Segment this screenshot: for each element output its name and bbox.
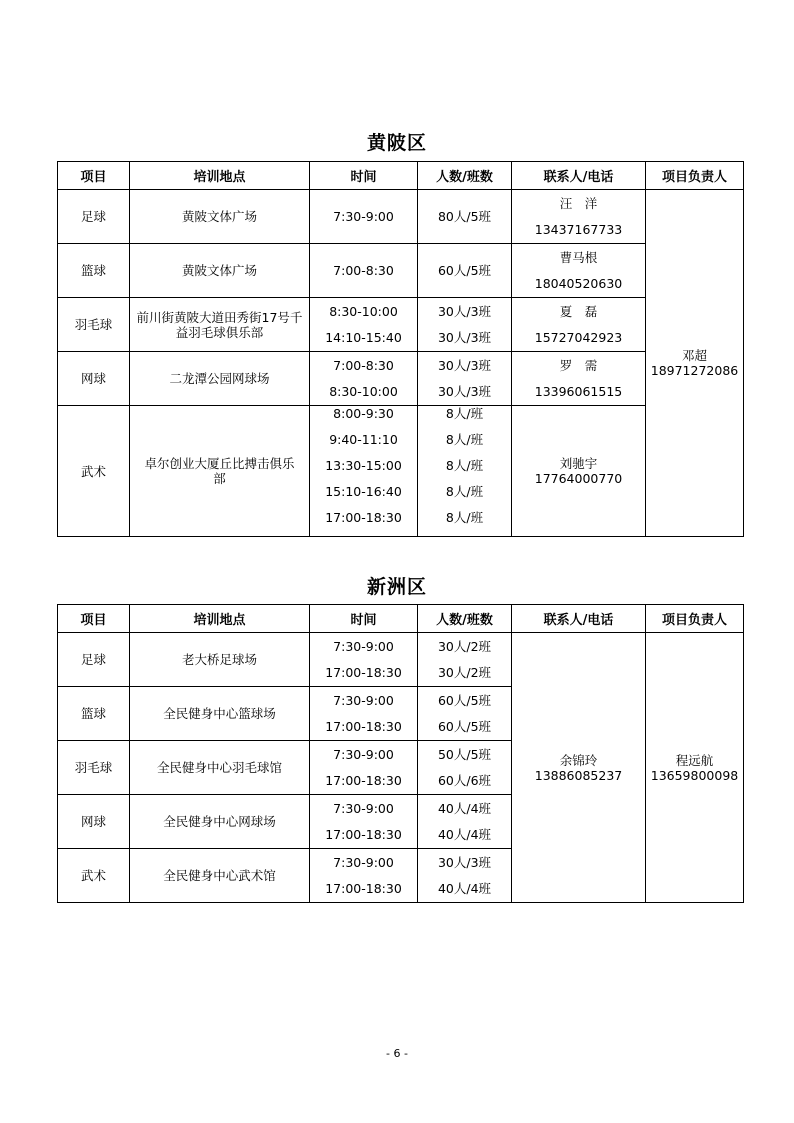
count-cell: 40人/4班 xyxy=(418,795,512,822)
location-cell: 老大桥足球场 xyxy=(130,633,310,687)
section-title-huangpi: 黄陂区 xyxy=(366,132,427,154)
count-cell: 30人/3班 xyxy=(418,352,512,379)
sport-cell: 武术 xyxy=(58,406,130,537)
count-slot: 8人/班 xyxy=(445,484,484,499)
leader-name: 邓超 xyxy=(681,348,707,363)
location-cell: 二龙潭公园网球场 xyxy=(130,352,310,406)
time-slot: 15:10-16:40 xyxy=(325,484,402,499)
count-cell: 50人/5班 xyxy=(418,741,512,768)
count-cell xyxy=(418,406,512,537)
sport-cell: 羽毛球 xyxy=(58,741,130,795)
time-cell: 8:30-10:00 xyxy=(310,379,418,406)
sport-cell: 篮球 xyxy=(58,687,130,741)
header-contact: 联系人/电话 xyxy=(512,162,646,190)
count-slot: 8人/班 xyxy=(445,458,484,473)
location-cell: 黄陂文体广场 xyxy=(130,190,310,244)
header-sport: 项目 xyxy=(58,605,130,633)
sport-cell: 武术 xyxy=(58,849,130,903)
table-row xyxy=(58,244,744,271)
time-cell: 7:30-9:00 xyxy=(310,849,418,876)
location-cell: 前川街黄陂大道田秀街17号千益羽毛球俱乐部 xyxy=(130,298,310,352)
leader-phone: 18971272086 xyxy=(650,363,739,378)
count-slot: 8人/班 xyxy=(445,510,484,525)
header-count: 人数/班数 xyxy=(418,605,512,633)
sport-cell: 足球 xyxy=(58,633,130,687)
location-cell: 全民健身中心羽毛球馆 xyxy=(130,741,310,795)
time-cell: 7:30-9:00 xyxy=(310,741,418,768)
count-cell: 30人/2班 xyxy=(418,633,512,660)
time-slot: 13:30-15:00 xyxy=(325,458,402,473)
count-cell: 60人/5班 xyxy=(418,244,512,298)
schedule-table-xinzhou xyxy=(57,604,744,903)
time-cell: 17:00-18:30 xyxy=(310,876,418,903)
count-slot: 8人/班 xyxy=(445,432,484,447)
contact-phone: 18040520630 xyxy=(512,271,646,298)
sport-cell: 足球 xyxy=(58,190,130,244)
contact-cell xyxy=(512,406,646,537)
count-cell: 60人/5班 xyxy=(418,714,512,741)
time-cell: 14:10-15:40 xyxy=(310,325,418,352)
time-cell: 7:30-9:00 xyxy=(310,687,418,714)
count-cell: 80人/5班 xyxy=(418,190,512,244)
time-slot: 8:00-9:30 xyxy=(333,406,394,421)
header-contact: 联系人/电话 xyxy=(512,605,646,633)
count-cell: 30人/3班 xyxy=(418,325,512,352)
count-cell: 40人/4班 xyxy=(418,822,512,849)
sport-cell: 网球 xyxy=(58,352,130,406)
time-cell: 7:30-9:00 xyxy=(310,795,418,822)
location-cell: 全民健身中心网球场 xyxy=(130,795,310,849)
time-cell: 17:00-18:30 xyxy=(310,822,418,849)
contact-phone: 15727042923 xyxy=(512,325,646,352)
table-header-row xyxy=(58,605,744,633)
header-leader: 项目负责人 xyxy=(646,605,744,633)
contact-phone: 13396061515 xyxy=(512,379,646,406)
time-cell: 17:00-18:30 xyxy=(310,714,418,741)
leader-phone: 13659800098 xyxy=(650,767,739,783)
count-cell: 30人/3班 xyxy=(418,298,512,325)
leader-cell xyxy=(646,190,744,537)
schedule-table-huangpi xyxy=(57,161,744,537)
leader-cell xyxy=(646,633,744,903)
contact-name: 余锦玲 xyxy=(559,752,598,768)
count-slot: 8人/班 xyxy=(445,406,484,421)
count-cell: 30人/3班 xyxy=(418,379,512,406)
sport-cell: 羽毛球 xyxy=(58,298,130,352)
count-cell: 60人/6班 xyxy=(418,768,512,795)
header-leader: 项目负责人 xyxy=(646,162,744,190)
table-row xyxy=(58,352,744,379)
location-cell: 全民健身中心篮球场 xyxy=(130,687,310,741)
contact-cell xyxy=(512,633,646,903)
location-cell: 黄陂文体广场 xyxy=(130,244,310,298)
contact-name: 刘驰宇 xyxy=(559,456,598,471)
contact-name: 汪 洋 xyxy=(512,190,646,217)
leader-name: 程远航 xyxy=(675,752,714,768)
table-row xyxy=(58,190,744,217)
sport-cell: 篮球 xyxy=(58,244,130,298)
contact-name: 夏 磊 xyxy=(512,298,646,325)
section-title-xinzhou: 新洲区 xyxy=(366,576,427,598)
header-time: 时间 xyxy=(310,162,418,190)
time-cell: 7:00-8:30 xyxy=(310,244,418,298)
header-count: 人数/班数 xyxy=(418,162,512,190)
time-cell: 17:00-18:30 xyxy=(310,660,418,687)
table-row xyxy=(58,298,744,325)
time-cell xyxy=(310,406,418,537)
location-cell: 卓尔创业大厦丘比搏击俱乐部 xyxy=(130,406,310,537)
contact-phone: 17764000770 xyxy=(534,471,623,486)
header-location: 培训地点 xyxy=(130,162,310,190)
contact-name: 罗 需 xyxy=(512,352,646,379)
table-header-row xyxy=(58,162,744,190)
page-number: - 6 - xyxy=(386,1047,408,1060)
contact-name: 曹马根 xyxy=(512,244,646,271)
location-cell: 全民健身中心武术馆 xyxy=(130,849,310,903)
header-time: 时间 xyxy=(310,605,418,633)
sport-cell: 网球 xyxy=(58,795,130,849)
time-slot: 17:00-18:30 xyxy=(325,510,402,525)
table-row xyxy=(58,633,744,660)
count-cell: 60人/5班 xyxy=(418,687,512,714)
contact-phone: 13886085237 xyxy=(534,767,623,783)
count-cell: 40人/4班 xyxy=(418,876,512,903)
header-sport: 项目 xyxy=(58,162,130,190)
time-cell: 17:00-18:30 xyxy=(310,768,418,795)
count-cell: 30人/3班 xyxy=(418,849,512,876)
contact-phone: 13437167733 xyxy=(512,217,646,244)
time-cell: 7:30-9:00 xyxy=(310,633,418,660)
time-cell: 8:30-10:00 xyxy=(310,298,418,325)
count-cell: 30人/2班 xyxy=(418,660,512,687)
time-cell: 7:00-8:30 xyxy=(310,352,418,379)
time-slot: 9:40-11:10 xyxy=(329,432,398,447)
header-location: 培训地点 xyxy=(130,605,310,633)
time-cell: 7:30-9:00 xyxy=(310,190,418,244)
